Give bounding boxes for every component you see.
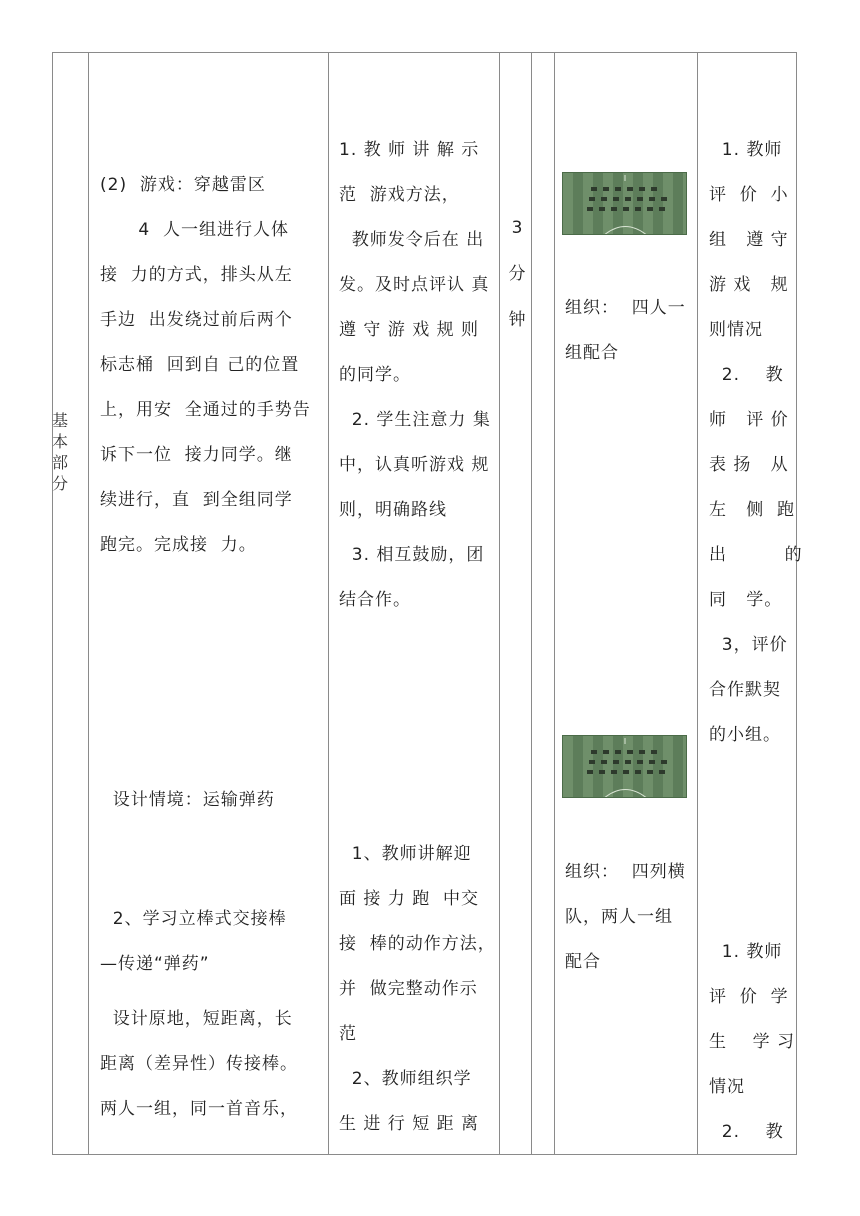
organization-1: 组织： 四人一 组配合 bbox=[565, 298, 686, 363]
column-divider bbox=[697, 52, 698, 1155]
column-divider bbox=[88, 52, 89, 1155]
organization-2: 组织： 四列横 队，两人一组 配合 bbox=[565, 862, 686, 972]
learning-description: 2、学习立棒式交接棒 —传递“弹药” 设计原地，短距离，长 距离（差异性）传接棒。 两人一组，同一首音乐， bbox=[100, 909, 298, 1119]
scenario-text: 设计情境：运输弹药 bbox=[100, 790, 275, 810]
column-divider bbox=[531, 52, 532, 1155]
teacher-activity-2: 1、教师讲解迎 面 接 力 跑 中交 接 棒的动作方法， 并 做完整动作示 范 2、教师组织学 生 进 行 短 距 离 bbox=[339, 844, 496, 1134]
evaluation-2: 1. 教师 评 价 学 生 学 习 情况 2. 教 bbox=[709, 942, 796, 1142]
column-divider bbox=[554, 52, 555, 1155]
formation-image bbox=[562, 172, 687, 235]
section-label: 基 本 部 分 bbox=[51, 411, 68, 493]
duration: 3 分 钟 bbox=[508, 218, 526, 330]
column-divider bbox=[328, 52, 329, 1155]
teacher-activity-1: 1. 教 师 讲 解 示 范 游戏方法， 教师发令后在 出 发。及时点评认 真 遵 守 游 戏 规 则 的同学。 2. 学生注意力 集 中，认真听游戏 规 则，明确路线 3. 相互鼓励，团 结合作。 bbox=[339, 140, 491, 610]
column-divider bbox=[499, 52, 500, 1155]
game-description: (2) 游戏：穿越雷区 4 人一组进行人体 接 力的方式，排头从左 手边 出发绕过前后两个 标志桶 回到自 己的位置 上，用安 全通过的手势告 诉下一位 接力同学。继 续进行，直 到全组同学 跑完。完成接 力。 bbox=[100, 175, 311, 555]
formation-image bbox=[562, 735, 687, 798]
evaluation-1: 1. 教师 评 价 小 组 遵 守 游 戏 规 则情况 2. 教 师 评 价 表 扬 从 左 侧 跑 出 的 同 学。 3，评价 合作默契 的小组。 bbox=[709, 140, 803, 745]
